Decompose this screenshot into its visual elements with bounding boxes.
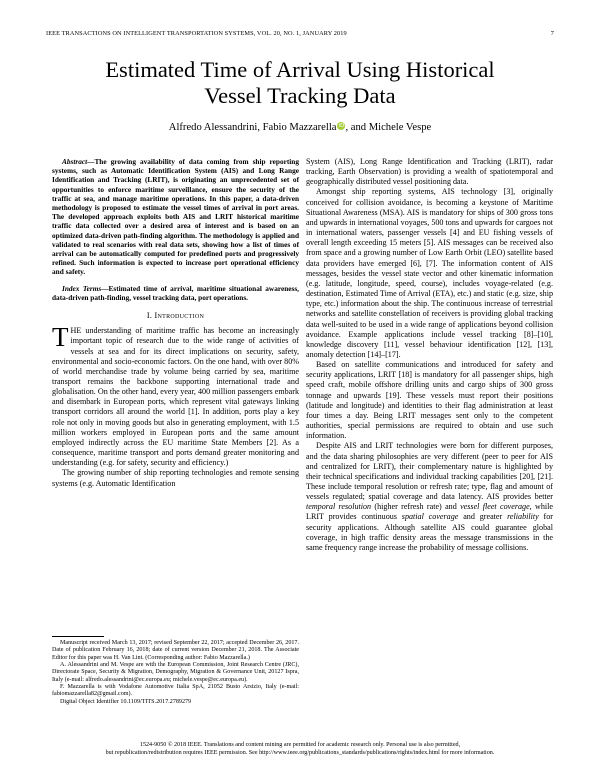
p3-italic-4: reliability bbox=[507, 512, 539, 522]
footnote-manuscript: Manuscript received March 13, 2017; revised September 22, 2017; accepted December 26, 2017. Date of publication February 16, 2018; date of current version December 21, 2018. The Associate Editor for this paper was H. Van Lint. (Corresponding author: Fabio Mazzarella.) bbox=[52, 640, 299, 661]
footnote-affiliation-2: F. Mazzarella is with Vodafone Automotive Italia SpA, 21052 Busto Arsizio, Italy (e-mail: fabiomazzarella82@gmail.com). bbox=[52, 684, 299, 698]
p3-text-e: for security applications. Although satellite AIS could guarantee global coverage, in high traffic density areas the message transmissions in the same frequency range increase the probability of message collisions. bbox=[306, 512, 553, 552]
left-column bbox=[52, 157, 299, 489]
footnote-doi: Digital Object Identifier 10.1109/TITS.2017.2789279 bbox=[60, 698, 192, 705]
intro-paragraph-2: The growing number of ship reporting technologies and remote sensing systems (e.g. Automatic Identification bbox=[52, 468, 299, 488]
journal-name: IEEE TRANSACTIONS ON INTELLIGENT TRANSPORTATION SYSTEMS, VOL. 20, NO. 1, JANUARY 2019 bbox=[46, 30, 347, 37]
section-heading-introduction: I. Introduction bbox=[146, 311, 205, 321]
right-column bbox=[306, 157, 553, 553]
p3-italic-1: temporal resolution bbox=[306, 502, 372, 512]
index-terms-label: Index Terms bbox=[62, 283, 102, 293]
intro-paragraph-1-text: HE understanding of maritime traffic has become an increasingly important topic of research due to the wide range of activities of vessels at sea and for its direct implications on security, safety, environmental and socio-economic factors. On the one hand, with over 80% of world merchandise trade by volume being carried by sea, maritime transport remains the backbone supporting international trade and globalisation. On the other hand, every year, 400 million passengers embark and disembark in European ports, which represent vital gateways linking transport corridors all around the world [1]. In addition, ports play a key role not only in moving goods but also in generating employment, with 1.5 million workers employed in European ports and the same amount employed indirectly across the EU maritime State Members [2]. As a consequence, maritime transport and ports demand greater monitoring and understanding (e.g. for safety, security and efficiency.) bbox=[52, 326, 299, 468]
page-number: 7 bbox=[550, 30, 554, 37]
right-paragraph-1: Amongst ship reporting systems, AIS technology [3], originally conceived for collision avoidance, is becoming a keystone of Maritime Situational Awareness (MSA). AIS is mandatory for ships of 300 gross tons and upwards in international voyages, 500 tons and upwards for cargoes not in international waters, passenger vessels [4] and EU fishing vessels of overall length exceeding 15 meters [5]. AIS messages can be received also from space and a growing number of Low Earth Orbit (LEO) satellite based data providers have emerged [6], [7]. The information content of AIS messages, besides the vessel state vector and other kinematic information (e.g. latitude, longitude, speed, course), includes voyage-related (e.g. destination, Estimated Time of Arrival (ETA), etc.) and static (e.g. size, ship type, etc.) information about the ship. The continuous increase of terrestrial networks and satellite constellation of receivers is providing global tracking data well-suited to be used in a wide range of applications beyond collision avoidance. Example applications include vessel tracking [8]–[10], knowledge discovery [11], vessel behaviour identification [12], [13], anomaly detection [14]–[17]. bbox=[306, 187, 553, 359]
copyright-line-2: but republication/redistribution requires IEEE permission. See http://www.ieee.org/publications_standards/publications/rights/index.html for more information. bbox=[105, 750, 495, 756]
index-terms bbox=[52, 284, 299, 302]
footnotes bbox=[52, 636, 299, 706]
author-list bbox=[40, 122, 560, 133]
right-paragraph-3 bbox=[306, 441, 553, 553]
abstract-text: —The growing availability of data coming from ship reporting systems, such as Automatic Identification System (AIS) and Long Range Identification and Tracking (LRIT), is originating an unprecedented set of opportunities to enforce maritime surveillance, ensure the security of the traffic at sea, and manage maritime operations. In this paper, a data-driven methodology is proposed to estimate the vessel times of arrival in port areas. The developed approach exploits both AIS and LRIT historical maritime traffic data collected over a desired area of interest and is based on an optimized data-driven path-finding algorithm. The methodology is applied and validated to real scenarios with real data sets, showing how a list of times of arrival can be automatically computed for predefined ports and progressively refined. Such information is expected to increase port operational efficiency and safety. bbox=[52, 157, 299, 277]
index-terms-text: —Estimated time of arrival, maritime situational awareness, data-driven path-finding, vessel tracking data, port operations. bbox=[52, 283, 299, 302]
p3-text-b: (higher refresh rate) and bbox=[371, 502, 461, 512]
copyright-line-1: 1524-9050 © 2018 IEEE. Translations and content mining are permitted for academic research only. Personal use is also permitted, bbox=[139, 742, 461, 748]
title-line-2: Vessel Tracking Data bbox=[204, 83, 396, 108]
footnote-rule bbox=[52, 636, 104, 637]
authors-part-2: , and Michele Vespe bbox=[345, 122, 432, 133]
right-paragraph-0: System (AIS), Long Range Identification and Tracking (LRIT), radar tracking, Earth Observation) is providing a wealth of spatiotemporal and geographically distributed vessel positioning data. bbox=[306, 157, 553, 187]
p3-italic-3: spatial coverage bbox=[401, 512, 459, 522]
copyright-notice bbox=[30, 741, 570, 757]
authors-part-1: Alfredo Alessandrini, Fabio Mazzarella bbox=[168, 122, 337, 133]
p3-text-a: Despite AIS and LRIT technologies were born for different purposes, and the data sharing philosophies are very different (peer to peer for AIS and centralized for LRIT), their complementary nature is highlighted by their technical specifications and individual tracking capabilities [20], [21]. These include temporal resolution or refresh rate; type, flag and amount of vessels regulated; spatial coverage and data latency. AIS provides better bbox=[306, 441, 553, 502]
title-line-1: Estimated Time of Arrival Using Historical bbox=[105, 57, 495, 82]
footnote-affiliation-1: A. Alessandrini and M. Vespe are with the European Commission, Joint Research Centre (JRC), Directorate Space, Security & Migration, Demography, Migration & Governance Unit, 20127 Ispra, Italy (e-mail: alfredo.alessandrini@ec.europa.eu; michele.vespe@ec.europa.eu). bbox=[52, 662, 299, 683]
p3-text-d: and greater bbox=[458, 512, 508, 522]
right-paragraph-2: Based on satellite communications and introduced for safety and security applications, LRIT [18] is mandatory for all passenger ships, high speed craft, mobile offshore drilling units and cargo ships of 300 gross tonnage and upwards [19]. These vessels must report their positions (latitude and longitude) and identities to their flag administration at least four times a day. Being LRIT messages sent only to the competent authorities, special permissions are required to obtain and use such information. bbox=[306, 360, 553, 441]
orcid-icon[interactable]: iD bbox=[338, 123, 345, 129]
abstract-label: Abstract bbox=[62, 157, 88, 166]
intro-paragraph-1 bbox=[52, 322, 299, 468]
p3-text-c: , while LRIT provides continuous bbox=[306, 502, 554, 522]
p3-italic-2: vessel fleet coverage bbox=[460, 502, 530, 512]
drop-cap: T bbox=[52, 322, 69, 353]
paper-title bbox=[40, 57, 560, 109]
running-head bbox=[46, 30, 554, 37]
abstract bbox=[52, 157, 299, 277]
